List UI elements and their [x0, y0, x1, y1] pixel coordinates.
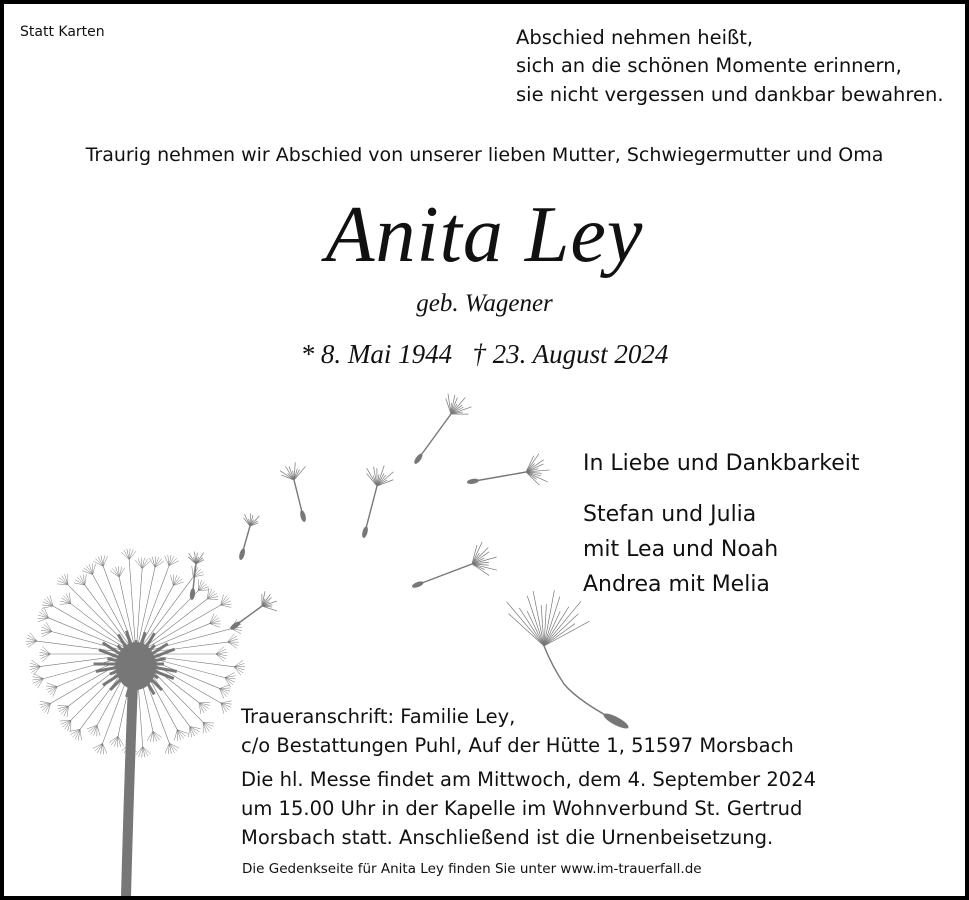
life-dates: * 8. Mai 1944 † 23. August 2024	[300, 339, 669, 369]
service-line: Morsbach statt. Anschließend ist die Urnenbeisetzung.	[241, 826, 774, 849]
dandelion-seed	[413, 394, 472, 465]
address-line: c/o Bestattungen Puhl, Auf der Hütte 1, 51597 Morsbach	[241, 734, 794, 757]
dandelion-seed	[229, 591, 277, 631]
family-line: Andrea mit Melia	[583, 572, 770, 597]
memorial-page-note: Die Gedenkseite für Anita Ley finden Sie unter www.im-trauerfall.de	[242, 861, 702, 877]
dandelion-seed	[238, 513, 259, 560]
quote-line: sie nicht vergessen und dankbar bewahren.	[516, 83, 944, 106]
dandelion-seed	[467, 454, 550, 486]
deceased-name: Anita Ley	[325, 191, 644, 279]
dandelion-seed	[411, 542, 497, 589]
obituary-notice	[4, 4, 965, 896]
service-line: Die hl. Messe findet am Mittwoch, dem 4. September 2024	[241, 768, 817, 791]
family-line: In Liebe und Dankbarkeit	[583, 451, 860, 476]
family-line: mit Lea und Noah	[583, 537, 779, 562]
dandelion-stem	[121, 682, 138, 896]
quote-line: Abschied nehmen heißt,	[516, 26, 754, 49]
dandelion-seed	[361, 466, 393, 539]
service-line: um 15.00 Uhr in der Kapelle im Wohnverbund St. Gertrud	[241, 797, 803, 820]
dandelion-seed	[280, 462, 307, 522]
family-line: Stefan und Julia	[583, 502, 757, 527]
dandelion-seed	[507, 590, 631, 731]
address-line: Traueranschrift: Familie Ley,	[241, 705, 516, 728]
birth-name: geb. Wagener	[416, 290, 553, 317]
header-note: Statt Karten	[20, 24, 105, 40]
quote-line: sich an die schönen Momente erinnern,	[516, 54, 902, 77]
intro-text: Traurig nehmen wir Abschied von unserer lieben Mutter, Schwiegermutter und Oma	[85, 144, 884, 166]
